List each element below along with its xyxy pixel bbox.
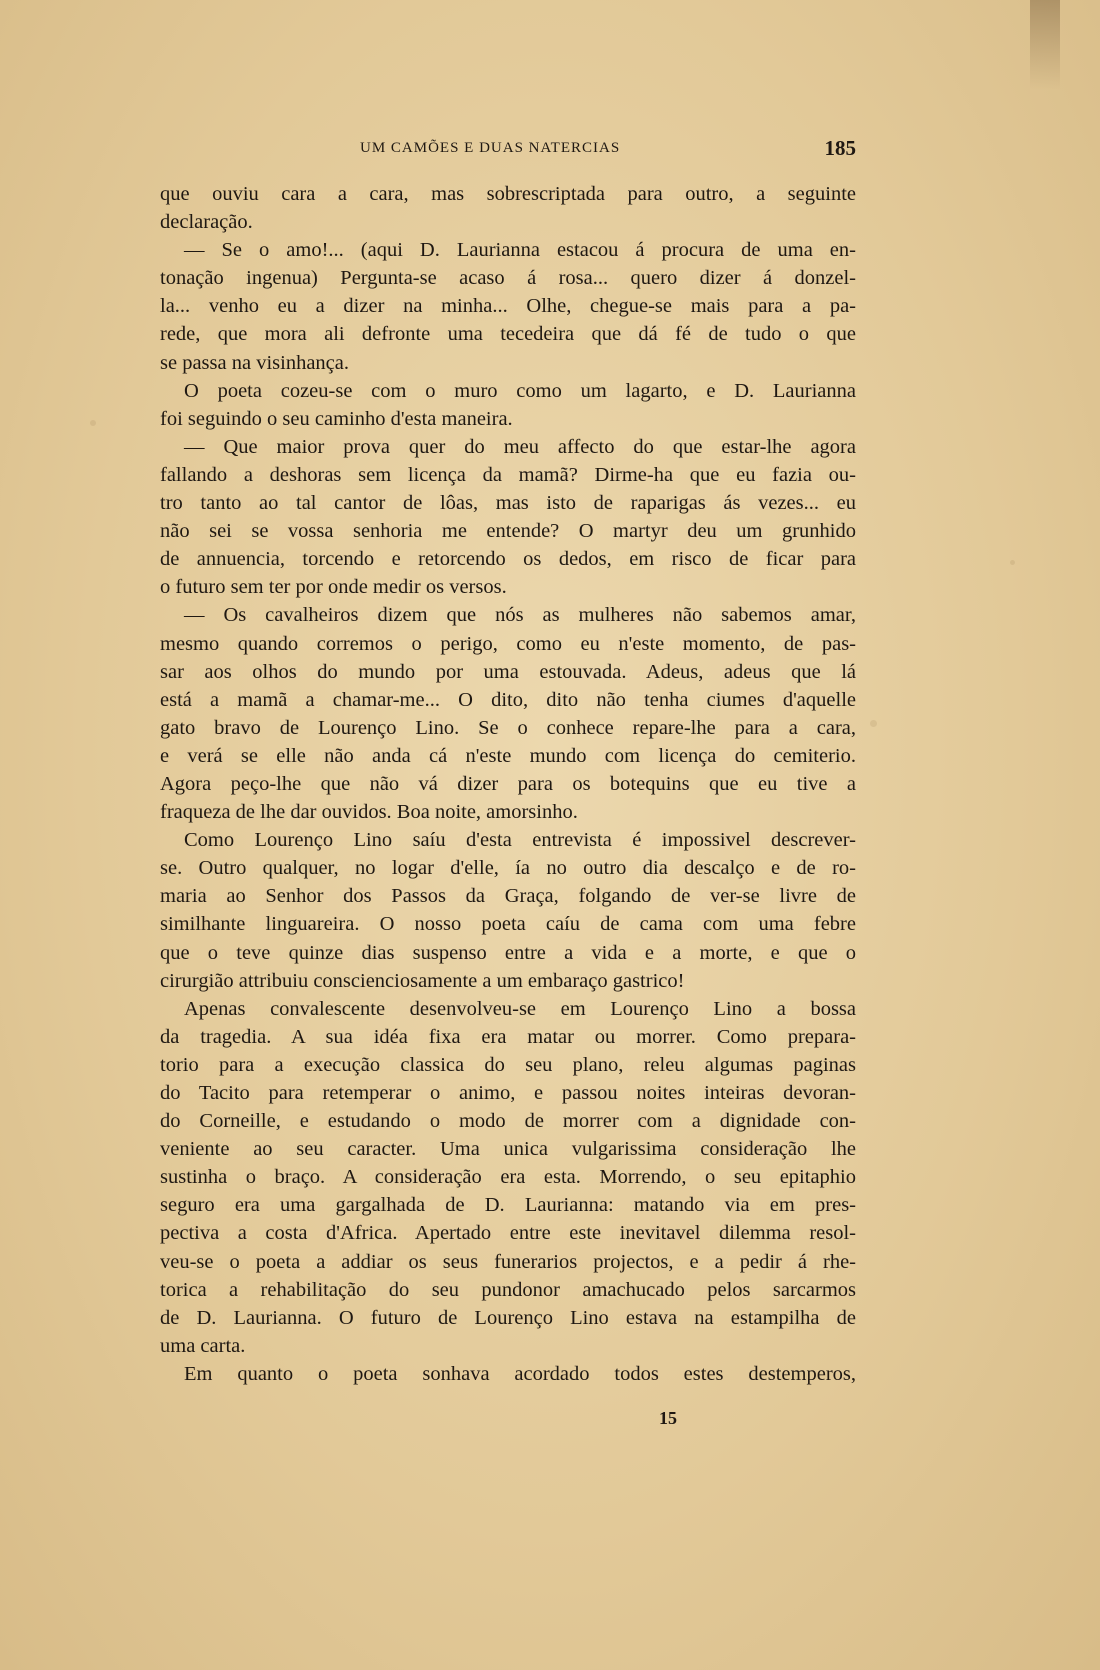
text-line: pectiva a costa d'Africa. Apertado entre este inevitavel dilemma resol- [160, 1222, 856, 1245]
text-line: sustinha o braço. A consideração era esta. Morrendo, o seu epitaphio [160, 1166, 856, 1189]
text-line: que o teve quinze dias suspenso entre a vida e a morte, e que o [160, 941, 856, 964]
text-line: Como Lourenço Lino saíu d'esta entrevista é impossivel descrever- [184, 829, 856, 852]
page-number: 185 [824, 136, 856, 160]
text-line: tro tanto ao tal cantor de lôas, mas isto de raparigas ás vezes... eu [160, 492, 856, 515]
text-line: Apenas convalescente desenvolveu-se em Lourenço Lino a bossa [184, 997, 856, 1020]
text-line: uma carta. [160, 1334, 246, 1357]
text-line: — Se o amo!... (aqui D. Laurianna estacou á procura de uma en- [184, 239, 856, 262]
text-line: mesmo quando corremos o perigo, como eu n'este momento, de pas- [160, 632, 856, 655]
text-line: Em quanto o poeta sonhava acordado todos estes destemperos, [184, 1362, 856, 1385]
text-line: fraqueza de lhe dar ouvidos. Boa noite, amorsinho. [160, 801, 578, 824]
text-line: está a mamã a chamar-me... O dito, dito não tenha ciumes d'aquelle [160, 688, 856, 711]
text-line: não sei se vossa senhoria me entende? O martyr deu um grunhido [160, 520, 856, 543]
text-line: gato bravo de Lourenço Lino. Se o conhece repare-lhe para a cara, [160, 716, 856, 739]
text-line: seguro era uma gargalhada de D. Laurianna: matando via em pres- [160, 1194, 856, 1217]
text-line: o futuro sem ter por onde medir os versos. [160, 576, 507, 599]
text-line: da tragedia. A sua idéa fixa era matar ou morrer. Como prepara- [160, 1025, 856, 1048]
text-line: de D. Laurianna. O futuro de Lourenço Lino estava na estampilha de [160, 1306, 856, 1329]
page-header [160, 136, 856, 166]
text-line: cirurgião attribuiu conscienciosamente a um embaraço gastrico! [160, 969, 685, 992]
text-line: maria ao Senhor dos Passos da Graça, folgando de ver-se livre de [160, 885, 856, 908]
text-line: veniente ao seu caracter. Uma unica vulgarissima consideração lhe [160, 1138, 856, 1161]
text-line: O poeta cozeu-se com o muro como um lagarto, e D. Laurianna [184, 379, 856, 402]
text-line: torica a rehabilitação do seu pundonor amachucado pelos sarcarmos [160, 1278, 856, 1301]
text-line: se passa na visinhança. [160, 351, 349, 374]
foxing-spot [1010, 560, 1015, 565]
text-line: torio para a execução classica do seu plano, releu algumas paginas [160, 1053, 856, 1076]
text-line: fallando a deshoras sem licença da mamã? Dirme-ha que eu fazia ou- [160, 463, 856, 486]
text-line: de annuencia, torcendo e retorcendo os dedos, em risco de ficar para [160, 548, 856, 571]
text-line: Agora peço-lhe que não vá dizer para os botequins que eu tive a [160, 772, 856, 795]
text-line: sar aos olhos do mundo por uma estouvada. Adeus, adeus que lá [160, 660, 856, 683]
text-line: la... venho eu a dizer na minha... Olhe, chegue-se mais para a pa- [160, 295, 856, 318]
signature-mark: 15 [659, 1408, 677, 1428]
text-line: que ouviu cara a cara, mas sobrescriptada para outro, a seguinte [160, 183, 856, 205]
text-line: do Tacito para retemperar o animo, e passou noites inteiras devoran- [160, 1082, 856, 1104]
text-line: tonação ingenua) Pergunta-se acaso á rosa... quero dizer á donzel- [160, 267, 856, 290]
text-line: — Que maior prova quer do meu affecto do que estar-lhe agora [184, 435, 856, 458]
text-line: foi seguindo o seu caminho d'esta maneira. [160, 407, 513, 430]
text-line: similhante linguareira. O nosso poeta caíu de cama com uma febre [160, 913, 856, 936]
text-line: e verá se elle não anda cá n'este mundo com licença do cemiterio. [160, 744, 856, 767]
foxing-spot [90, 420, 96, 426]
text-line: — Os cavalheiros dizem que nós as mulheres não sabemos amar, [184, 604, 856, 627]
text-line: veu-se o poeta a addiar os seus funerarios projectos, e a pedir á rhe- [160, 1250, 856, 1273]
page-stain [1030, 0, 1060, 90]
text-line: declaração. [160, 211, 253, 234]
text-line: do Corneille, e estudando o modo de morrer com a dignidade con- [160, 1110, 856, 1133]
text-line: se. Outro qualquer, no logar d'elle, ía no outro dia descalço e de ro- [160, 857, 856, 880]
foxing-spot [870, 720, 877, 727]
text-line: rede, que mora ali defronte uma tecedeira que dá fé de tudo o que [160, 323, 856, 346]
body-text [160, 180, 856, 1388]
running-title: UM CAMÕES E DUAS NATERCIAS [360, 140, 621, 156]
